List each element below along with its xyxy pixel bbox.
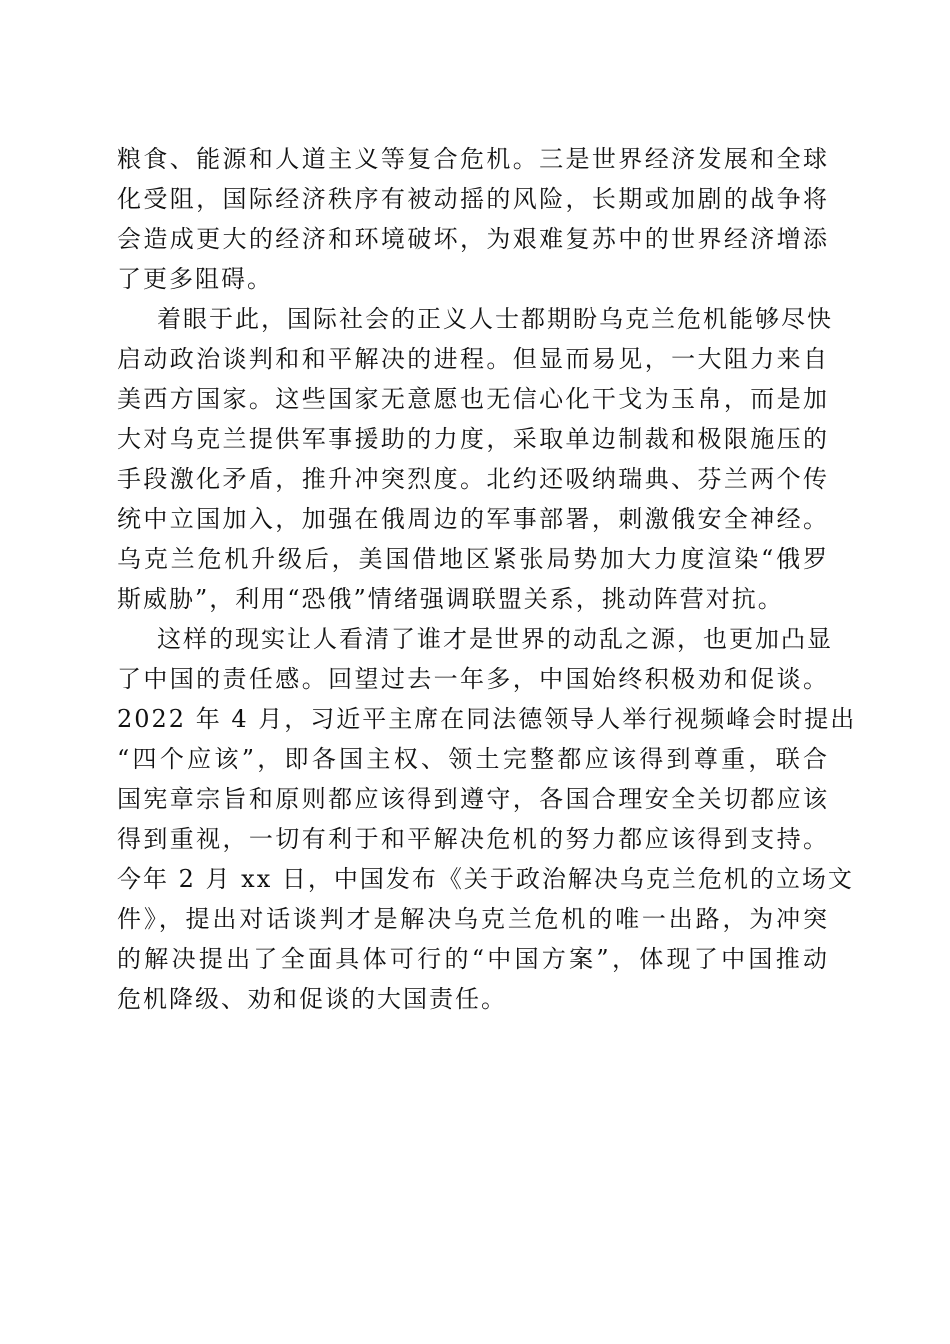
- document-body: [117, 139, 857, 1019]
- text-line: 化受阻，国际经济秩序有被动摇的风险，长期或加剧的战争将: [117, 185, 829, 213]
- text-line: 着眼于此，国际社会的正义人士都期盼乌克兰危机能够尽快: [157, 305, 833, 333]
- paragraph-3: [117, 619, 857, 1019]
- text-line: 粮食、能源和人道主义等复合危机。三是世界经济发展和全球: [117, 145, 829, 173]
- text-line: 国宪章宗旨和原则都应该得到遵守，各国合理安全关切都应该: [117, 785, 829, 813]
- text-line: 这样的现实让人看清了谁才是世界的动乱之源，也更加凸显: [157, 625, 833, 653]
- text-line: 手段激化矛盾，推升冲突烈度。北约还吸纳瑞典、芬兰两个传: [117, 465, 829, 493]
- text-line: 会造成更大的经济和环境破坏，为艰难复苏中的世界经济增添: [117, 225, 829, 253]
- text-line: 件》，提出对话谈判才是解决乌克兰危机的唯一出路，为冲突: [117, 905, 829, 933]
- text-line: 2022 年 4 月，习近平主席在同法德领导人举行视频峰会时提出: [117, 705, 857, 733]
- text-line: 统中立国加入，加强在俄周边的军事部署，刺激俄安全神经。: [117, 505, 829, 533]
- text-line: “四个应该”，即各国主权、领土完整都应该得到尊重，联合: [117, 745, 829, 773]
- text-line: 了更多阻碍。: [117, 265, 273, 293]
- text-line: 美西方国家。这些国家无意愿也无信心化干戈为玉帛，而是加: [117, 385, 829, 413]
- text-line: 大对乌克兰提供军事援助的力度，采取单边制裁和极限施压的: [117, 425, 829, 453]
- text-line: 的解决提出了全面具体可行的“中国方案”，体现了中国推动: [117, 945, 829, 973]
- text-line: 今年 2 月 xx 日，中国发布《关于政治解决乌克兰危机的立场文: [117, 865, 854, 893]
- text-line: 斯威胁”，利用“恐俄”情绪强调联盟关系，挑动阵营对抗。: [117, 585, 784, 613]
- text-line: 危机降级、劝和促谈的大国责任。: [117, 985, 507, 1013]
- text-line: 乌克兰危机升级后，美国借地区紧张局势加大力度渲染“俄罗: [117, 545, 829, 573]
- text-line: 了中国的责任感。回望过去一年多，中国始终积极劝和促谈。: [117, 665, 829, 693]
- paragraph-1: [117, 139, 829, 299]
- text-line: 得到重视，一切有利于和平解决危机的努力都应该得到支持。: [117, 825, 829, 853]
- text-line: 启动政治谈判和和平解决的进程。但显而易见，一大阻力来自: [117, 345, 829, 373]
- paragraph-2: [117, 299, 833, 619]
